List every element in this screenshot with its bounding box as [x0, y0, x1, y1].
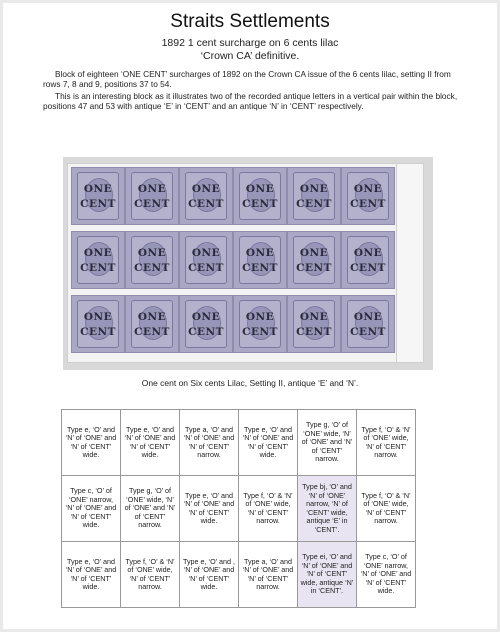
- stamp: [341, 231, 395, 289]
- overprint-line-2: CENT: [134, 326, 170, 338]
- overprint-line-2: CENT: [296, 262, 332, 274]
- type-cell: Type e, ‘O’ and , ‘N’ of ‘ONE’ and ‘N’ of ‘CENT’ wide.: [180, 542, 239, 608]
- overprint-line-1: ONE: [137, 183, 167, 195]
- type-cell: Type c, ‘O’ of ‘ONE’ narrow, ‘N’ of ‘ONE’ and ‘N’ of ‘CENT’ wide.: [357, 542, 416, 608]
- overprint-line-2: CENT: [350, 326, 386, 338]
- page-title: Straits Settlements: [170, 11, 330, 32]
- stamp: [287, 295, 341, 353]
- type-cell: Type f, ‘O’ & ‘N’ of ‘ONE’ wide, ‘N’ of ‘CENT’ narrow.: [357, 410, 416, 476]
- page-subtitle-line-2: ‘Crown CA’ definitive.: [200, 50, 300, 62]
- stamp: [179, 167, 233, 225]
- type-cell: Type g, ‘O’ of ‘ONE’ wide, ‘N’ of ‘ONE’ and ‘N’ of ‘CENT’ narrow.: [121, 476, 180, 542]
- stamp: [71, 231, 125, 289]
- overprint-line-1: ONE: [353, 183, 383, 195]
- stamp: [71, 295, 125, 353]
- type-cell: Type bj, ‘O’ and ‘N’ of ‘ONE’ narrow, ‘N’ of ‘CENT’ wide, antique ‘E’ in ‘CENT’.: [298, 476, 357, 542]
- type-cell: Type ei, ‘O’ and ‘N’ of ‘ONE’ and ‘N’ of ‘CENT’ wide, antique ‘N’ in ‘CENT’.: [298, 542, 357, 608]
- overprint-line-1: ONE: [83, 247, 113, 259]
- overprint-line-2: CENT: [242, 198, 278, 210]
- overprint-line-2: CENT: [80, 198, 116, 210]
- overprint-line-2: CENT: [296, 198, 332, 210]
- overprint-line-1: ONE: [353, 247, 383, 259]
- type-cell: Type e, ‘O’ and ‘N’ of ‘ONE’ and ‘N’ of ‘CENT’ wide.: [121, 410, 180, 476]
- description-paragraph-2: This is an interesting block as it illustrates two of the recorded antique letters in a vertical pair within the block, positions 47 and 53 with antique ‘E’ in ‘CENT’ and an antique ‘N’ in ‘CENT’ respectively.: [43, 91, 458, 111]
- stamp-sheet: [67, 163, 424, 363]
- type-cell: Type e, ‘O’ and ‘N’ of ‘ONE’ and ‘N’ of ‘CENT’ wide.: [239, 410, 298, 476]
- overprint-line-2: CENT: [134, 198, 170, 210]
- stamp: [233, 167, 287, 225]
- image-caption: One cent on Six cents Lilac, Setting II, antique ‘E’ and ‘N’.: [141, 378, 359, 388]
- overprint-line-1: ONE: [353, 311, 383, 323]
- overprint-line-1: ONE: [191, 183, 221, 195]
- overprint-line-2: CENT: [350, 262, 386, 274]
- type-cell: Type a, ‘O’ and ‘N’ of ‘ONE’ and ‘N’ of ‘CENT’ narrow.: [180, 410, 239, 476]
- stamp: [287, 231, 341, 289]
- type-cell: Type e, ‘O’ and ‘N’ of ‘ONE’ and ‘N’ of ‘CENT’ wide.: [62, 542, 121, 608]
- stamp: [233, 295, 287, 353]
- overprint-line-1: ONE: [83, 311, 113, 323]
- types-table-row: [62, 542, 416, 608]
- overprint-line-2: CENT: [242, 326, 278, 338]
- stamp: [125, 295, 179, 353]
- stamp: [125, 231, 179, 289]
- type-cell: Type e, ‘O’ and ‘N’ of ‘ONE’ and ‘N’ of ‘CENT’ wide.: [62, 410, 121, 476]
- overprint-line-1: ONE: [299, 311, 329, 323]
- stamp: [341, 295, 395, 353]
- type-cell: Type f, ‘O’ & ‘N’ of ‘ONE’ wide, ‘N’ of ‘CENT’ narrow.: [357, 476, 416, 542]
- description-paragraph-1: Block of eighteen ‘ONE CENT’ surcharges of 1892 on the Crown CA issue of the 6 cents lilac, setting II from rows 7, 8 and 9, positions 37 to 54.: [43, 69, 451, 89]
- types-table-row: [62, 410, 416, 476]
- stamp: [179, 231, 233, 289]
- overprint-line-2: CENT: [242, 262, 278, 274]
- stamp: [341, 167, 395, 225]
- stamp: [125, 167, 179, 225]
- overprint-line-1: ONE: [299, 183, 329, 195]
- overprint-line-1: ONE: [245, 311, 275, 323]
- sheet-margin: [396, 164, 423, 362]
- album-page: [3, 3, 497, 629]
- overprint-line-1: ONE: [191, 247, 221, 259]
- page-subtitle-line-1: 1892 1 cent surcharge on 6 cents lilac: [161, 37, 339, 49]
- types-table-row: [62, 476, 416, 542]
- overprint-line-1: ONE: [83, 183, 113, 195]
- overprint-line-1: ONE: [299, 247, 329, 259]
- overprint-line-2: CENT: [188, 198, 224, 210]
- overprint-line-2: CENT: [296, 326, 332, 338]
- overprint-line-2: CENT: [80, 262, 116, 274]
- stamp: [287, 167, 341, 225]
- overprint-line-2: CENT: [134, 262, 170, 274]
- overprint-line-1: ONE: [137, 247, 167, 259]
- type-cell: Type a, ‘O’ and ‘N’ of ‘ONE’ and ‘N’ of ‘CENT’ narrow.: [239, 542, 298, 608]
- overprint-line-1: ONE: [245, 183, 275, 195]
- stamp-block-image: [63, 157, 433, 370]
- type-cell: Type g, ‘O’ of ‘ONE’ wide, ‘N’ of ‘ONE’ and ‘N’ of ‘CENT’ narrow.: [298, 410, 357, 476]
- overprint-line-1: ONE: [137, 311, 167, 323]
- type-cell: Type f, ‘O’ & ‘N’ of ‘ONE’ wide, ‘N’ of ‘CENT’ narrow.: [239, 476, 298, 542]
- overprint-line-2: CENT: [188, 326, 224, 338]
- stamp: [71, 167, 125, 225]
- overprint-line-2: CENT: [80, 326, 116, 338]
- type-cell: Type f, ‘O’ & ‘N’ of ‘ONE’ wide, ‘N’ of ‘CENT’ narrow.: [121, 542, 180, 608]
- overprint-line-1: ONE: [191, 311, 221, 323]
- stamp: [233, 231, 287, 289]
- stamp: [179, 295, 233, 353]
- type-cell: Type c, ‘O’ of ‘ONE’ narrow, ‘N’ of ‘ONE’ and ‘N’ of ‘CENT’ wide.: [62, 476, 121, 542]
- types-table: [61, 409, 416, 608]
- overprint-line-2: CENT: [188, 262, 224, 274]
- type-cell: Type e, ‘O’ and ‘N’ of ‘ONE’ and ‘N’ of ‘CENT’ wide.: [180, 476, 239, 542]
- overprint-line-1: ONE: [245, 247, 275, 259]
- overprint-line-2: CENT: [350, 198, 386, 210]
